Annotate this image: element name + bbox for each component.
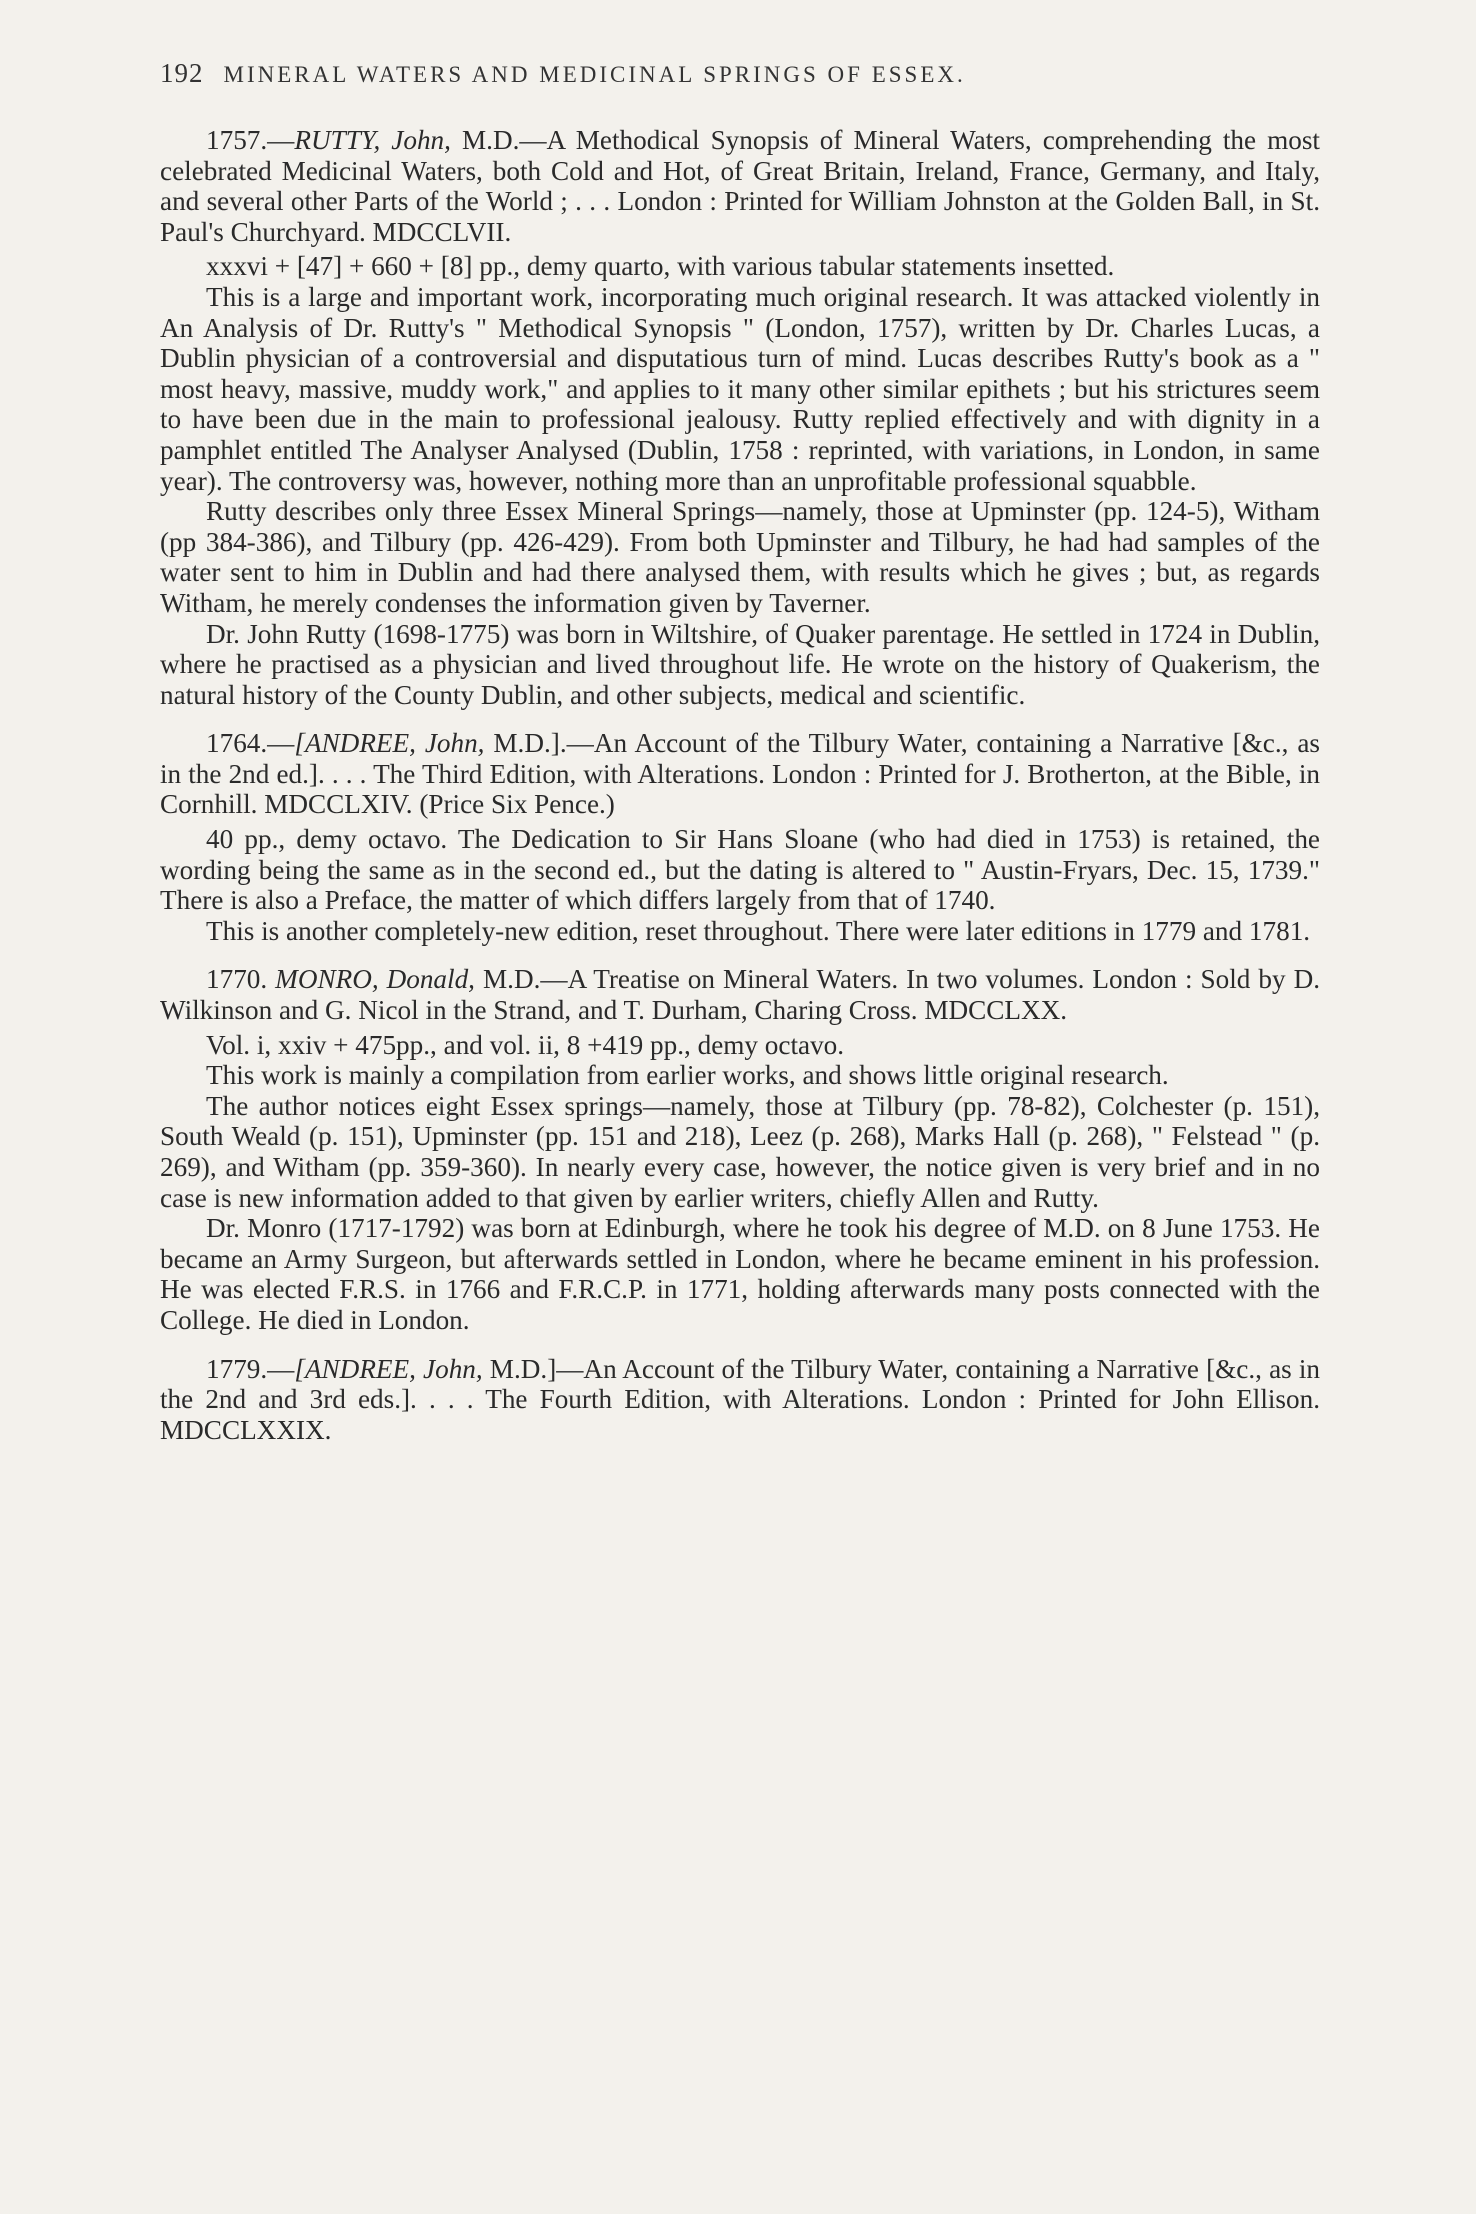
paragraph: 40 pp., demy octavo. The Dedication to Sir Hans Sloane (who had died in 1753) is retained, the wording being the same as in the second ed., but the dating is altered to " Austin-Fryars, Dec. 15, 1739." There is also a Preface, the matter of which differs largely from that of 1740. [160,824,1320,916]
entry-year: 1764.— [206,728,295,759]
paragraph: Dr. John Rutty (1698-1775) was born in Wiltshire, of Quaker parentage. He settled in 1724 in Dublin, where he practised as a physician and lived throughout life. He wrote on the history of Quakerism, the natural history of the County Dublin, and other subjects, medical and scientific. [160,618,1320,710]
entry-heading [160,728,1320,820]
entry-title: M.D.]—An Account of the Tilbury Water, containing a Narrative [&c., as in the 2nd and 3rd eds.]. . . . The Fourth Edition, with Alterations. London : Printed for John Ellison. MDCCLXXIX. [160,1353,1320,1445]
paragraph: Dr. Monro (1717-1792) was born at Edinburgh, where he took his degree of M.D. on 8 June 1753. He became an Army Surgeon, but afterwards settled in London, where he became eminent in his profession. He was elected F.R.S. in 1766 and F.R.C.P. in 1771, holding afterwards many posts connected with the College. He died in London. [160,1213,1320,1335]
entry-year: 1770. [206,964,276,995]
paragraph: This work is mainly a compilation from earlier works, and shows little original research. [206,1060,1169,1091]
paragraph: The author notices eight Essex springs—namely, those at Tilbury (pp. 78-82), Colchester (p. 151), South Weald (p. 151), Upminster (pp. 151 and 218), Leez (p. 268), Marks Hall (p. 268), " Felstead " (p. 269), and Witham (pp. 359-360). In nearly every case, however, the notice given is very brief and in no case is new information added to that given by earlier writers, chiefly Allen and Rutty. [160,1090,1320,1213]
entry-title: M.D.—A Treatise on Mineral Waters. In two volumes. London : Sold by D. Wilkinson and G. Nicol in the Strand, and T. Durham, Charing Cross. MDCCLXX. [160,964,1320,1026]
paragraph: This is a large and important work, incorporating much original research. It was attacked violently in An Analysis of Dr. Rutty's " Methodical Synopsis " (London, 1757), written by Dr. Charles Lucas, a Dublin physician of a controversial and disputatious turn of mind. Lucas describes Rutty's book as a " most heavy, massive, muddy work," and applies to it many other similar epithets ; but his strictures seem to have been due in the main to professional jealousy. Rutty replied effectively and with dignity in a pamphlet entitled The Analyser Analysed (Dublin, 1758 : reprinted, with variations, in London, in same year). The controversy was, however, nothing more than an unprofitable professional squabble. [160,281,1320,496]
entry-author: MONRO, Donald, [275,964,475,995]
paragraph: Vol. i, xxiv + 475pp., and vol. ii, 8 +419 pp., demy octavo. [206,1029,845,1060]
entry-author: RUTTY, John, [294,125,451,155]
paragraph: xxxvi + [47] + 660 + [8] pp., demy quarto, with various tabular statements insetted. [206,251,1115,282]
entry-author: [ANDREE, John, [294,1353,483,1384]
entry-year: 1779.— [206,1353,295,1384]
entry-heading [160,1354,1320,1446]
entry-heading [160,964,1320,1025]
running-title: MINERAL WATERS AND MEDICINAL SPRINGS OF ESSEX. [223,62,966,87]
page-number: 192 [160,58,204,88]
page [160,58,1320,1445]
paragraph: Rutty describes only three Essex Mineral Springs—namely, those at Upminster (pp. 124-5), Witham (pp 384-386), and Tilbury (pp. 426-429). From both Upminster and Tilbury, he had had samples of the water sent to him in Dublin and had there analysed them, with results which he gives ; but, as regards Witham, he merely condenses the information given by Taverner. [160,496,1320,618]
entry-year: 1757.— [206,125,295,155]
entry-heading [160,125,1320,247]
entry-title: M.D.—A Methodical Synopsis of Mineral Waters, comprehending the most celebrated Medicinal Waters, both Cold and Hot, of Great Britain, Ireland, France, Germany, and Italy, and several other Parts of the World ; . . . London : Printed for William Johnston at the Golden Ball, in St. Paul's Churchyard. MDCCLVII. [160,125,1320,247]
entry-author: [ANDREE, John, [294,728,485,759]
running-head [160,58,1320,89]
paragraph: This is another completely-new edition, reset throughout. There were later editions in 1779 and 1781. [206,915,1311,946]
entry-title: M.D.].—An Account of the Tilbury Water, containing a Narrative [&c., as in the 2nd ed.]. . . . The Third Edition, with Alterations. London : Printed for J. Brotherton, at the Bible, in Cornhill. MDCCLXIV. (Price Six Pence.) [160,728,1320,820]
